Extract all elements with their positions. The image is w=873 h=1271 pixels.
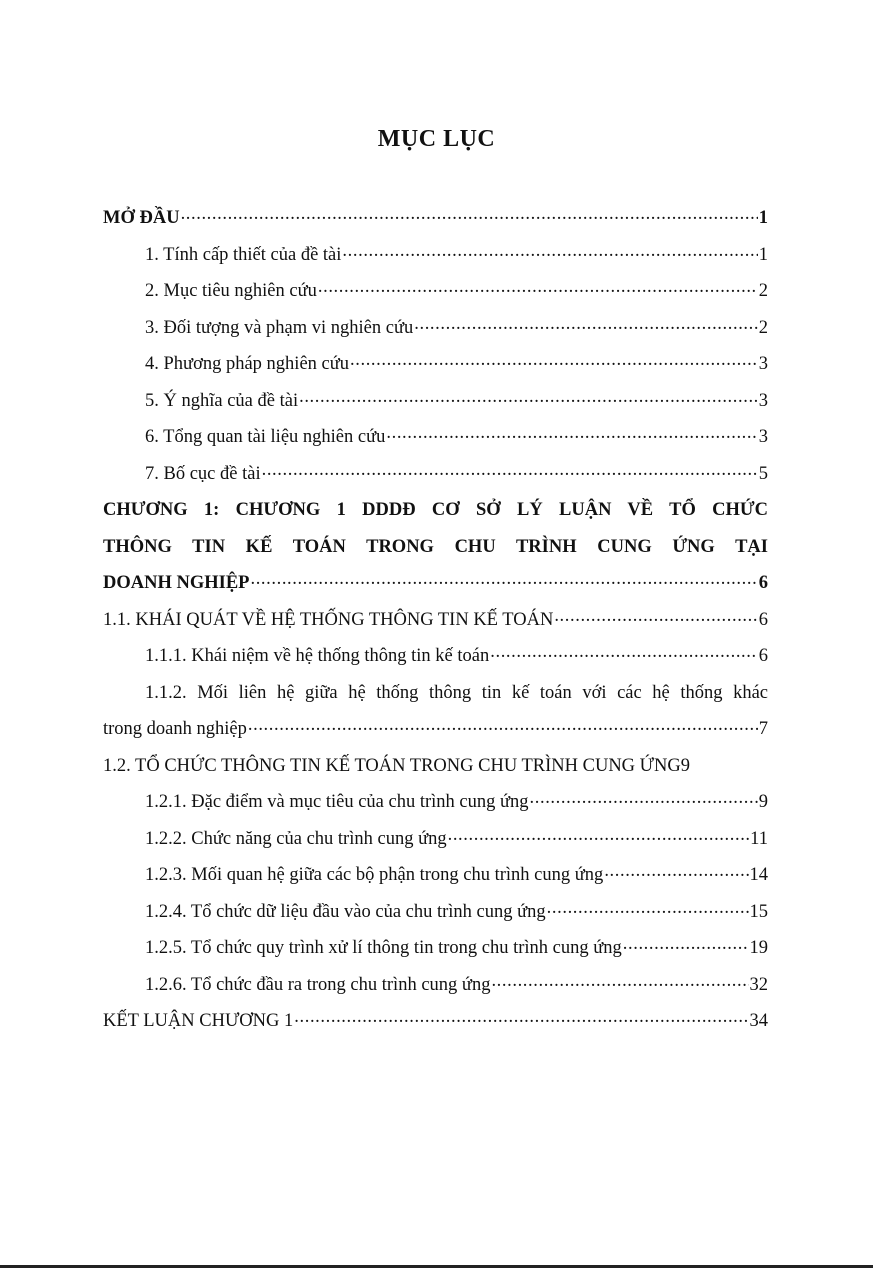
- toc-entry[interactable]: [103, 675, 768, 748]
- toc-entry-title: 6. Tổng quan tài liệu nghiên cứu: [145, 427, 386, 447]
- toc-entry[interactable]: [103, 638, 768, 675]
- toc-dot-leader: [490, 634, 758, 671]
- toc-entry[interactable]: [103, 784, 768, 821]
- toc-entry[interactable]: [103, 967, 768, 1004]
- toc-page-number: 6: [758, 609, 768, 630]
- toc-page-number: 2: [758, 317, 768, 338]
- toc-entry-title: 1.2.5. Tổ chức quy trình xử lí thông tin trong chu trình cung ứng: [145, 938, 622, 958]
- toc-entry[interactable]: [103, 492, 768, 602]
- page-title: MỤC LỤC: [377, 126, 496, 152]
- toc-dot-leader: [386, 415, 757, 452]
- toc-entry-title: 1.2.4. Tổ chức dữ liệu đầu vào của chu trình cung ứng: [145, 901, 546, 922]
- page-bottom-border: [0, 1265, 873, 1268]
- toc-dot-leader: [294, 999, 748, 1036]
- toc-dot-leader: [299, 379, 758, 416]
- toc-page-number: 3: [758, 354, 768, 374]
- toc-entry-wrapped-line: 1.1.2. Mối liên hệ giữa hệ thống thông tin kế toán với các hệ thống khác: [145, 682, 768, 703]
- toc-dot-leader: [604, 853, 748, 890]
- toc-dot-leader: [554, 598, 757, 635]
- toc-entry-title: 1.2.2. Chức năng của chu trình cung ứng: [145, 828, 447, 849]
- toc-page-number: 14: [749, 865, 768, 885]
- toc-dot-leader: [623, 926, 749, 963]
- toc-entry-title: 1.1. KHÁI QUÁT VỀ HỆ THỐNG THÔNG TIN KẾ TOÁN: [103, 609, 554, 630]
- toc-entry[interactable]: [103, 237, 768, 274]
- toc-dot-leader: [342, 233, 757, 270]
- toc-page-number: 6: [758, 573, 768, 593]
- toc-entry[interactable]: [103, 346, 768, 383]
- toc-dot-leader: [318, 269, 758, 306]
- toc-entry-title: 5. Ý nghĩa của đề tài: [145, 390, 299, 411]
- toc-entry[interactable]: [103, 383, 768, 420]
- toc-entry-title: DOANH NGHIỆP: [103, 573, 250, 593]
- toc-entry-title: KẾT LUẬN CHƯƠNG 1: [103, 1011, 294, 1031]
- toc-entry-wrapped-line: THÔNG TIN KẾ TOÁN TRONG CHU TRÌNH CUNG ỨNG TẠI: [103, 536, 768, 557]
- toc-entry[interactable]: [103, 1003, 768, 1040]
- toc-entry-title: 1.2.6. Tổ chức đầu ra trong chu trình cung ứng: [145, 974, 491, 995]
- toc-entry[interactable]: [103, 602, 768, 639]
- toc-dot-leader: [414, 306, 758, 343]
- toc-entry-title: 1. Tính cấp thiết của đề tài: [145, 244, 342, 265]
- toc-dot-leader: [530, 780, 758, 817]
- toc-page-number: 3: [758, 427, 768, 447]
- toc-entry[interactable]: [103, 200, 768, 237]
- toc-entry-title: trong doanh nghiệp: [103, 719, 247, 739]
- toc-entry-title: 1.2.3. Mối quan hệ giữa các bộ phận trong chu trình cung ứng: [145, 865, 604, 885]
- toc-dot-leader: [350, 342, 758, 379]
- toc-page-number: 5: [758, 463, 768, 484]
- toc-entry[interactable]: [103, 273, 768, 310]
- toc-page-number: 3: [758, 390, 768, 411]
- toc-page-number: 9: [758, 792, 768, 812]
- toc-dot-leader: [262, 452, 758, 489]
- toc-page-number: 11: [750, 828, 768, 849]
- toc-entry-title: 4. Phương pháp nghiên cứu: [145, 354, 350, 374]
- toc-entry[interactable]: [103, 930, 768, 967]
- toc-entry[interactable]: [103, 857, 768, 894]
- toc-dot-leader: [547, 890, 749, 927]
- toc-entry-title: 1.2. TỔ CHỨC THÔNG TIN KẾ TOÁN TRONG CHU TRÌNH CUNG ỨNG9: [103, 755, 690, 776]
- toc-page-number: 32: [749, 974, 768, 995]
- toc-page-number: 1: [758, 208, 768, 228]
- toc-page-number: 7: [758, 719, 768, 739]
- toc-entry-title: 2. Mục tiêu nghiên cứu: [145, 281, 317, 301]
- toc-entry[interactable]: [103, 419, 768, 456]
- table-of-contents: [103, 200, 768, 1040]
- toc-page-number: 15: [749, 901, 768, 922]
- toc-entry-title: 1.2.1. Đặc điểm và mục tiêu của chu trình cung ứng: [145, 792, 529, 812]
- toc-dot-leader: [448, 817, 750, 854]
- toc-entry[interactable]: [103, 748, 768, 785]
- toc-dot-leader: [491, 963, 748, 1000]
- toc-entry[interactable]: [103, 821, 768, 858]
- toc-entry[interactable]: [103, 310, 768, 347]
- toc-dot-leader: [181, 196, 758, 233]
- toc-entry-wrapped-line: CHƯƠNG 1: CHƯƠNG 1 DDDĐ CƠ SỞ LÝ LUẬN VỀ TỔ CHỨC: [103, 500, 768, 520]
- toc-dot-leader: [248, 707, 758, 744]
- toc-page-number: 1: [758, 244, 768, 265]
- toc-entry-title: MỞ ĐẦU: [103, 208, 180, 228]
- toc-entry-title: 1.1.1. Khái niệm về hệ thống thông tin kế toán: [145, 646, 490, 666]
- toc-page-number: 6: [758, 646, 768, 666]
- toc-entry-title: 3. Đối tượng và phạm vi nghiên cứu: [145, 317, 414, 338]
- toc-entry-title: 7. Bố cục đề tài: [145, 463, 261, 484]
- toc-page-number: 2: [758, 281, 768, 301]
- toc-page-number: 19: [749, 938, 768, 958]
- toc-page-number: 34: [749, 1011, 768, 1031]
- toc-dot-leader: [250, 561, 757, 598]
- toc-entry[interactable]: [103, 894, 768, 931]
- toc-entry[interactable]: [103, 456, 768, 493]
